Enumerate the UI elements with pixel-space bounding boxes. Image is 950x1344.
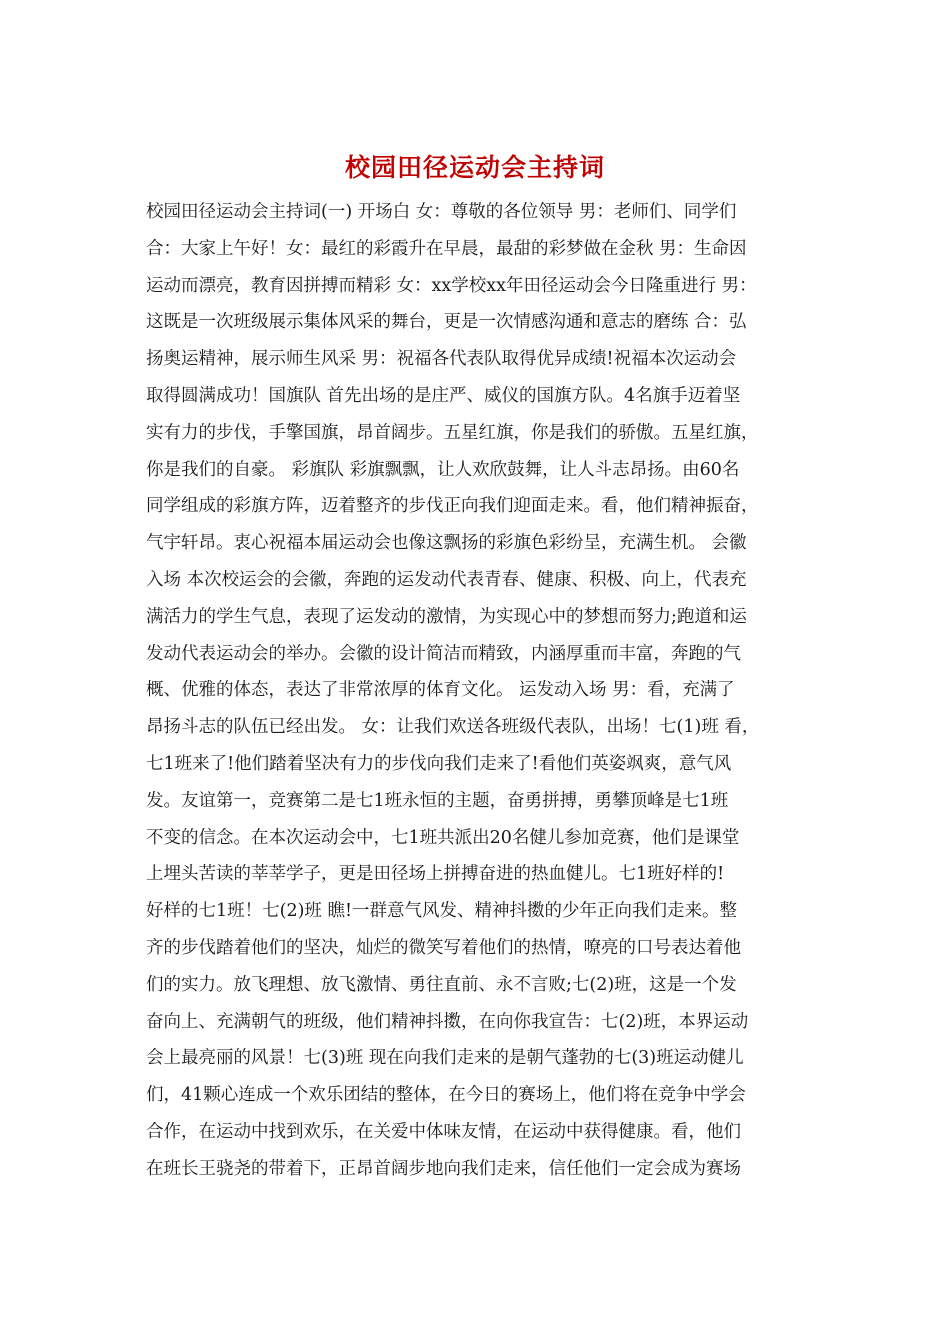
document-title: 校园田径运动会主持词 [344, 153, 605, 182]
text-line: 在班长王骁尧的带着下，正昂首阔步地向我们走来，信任他们一定会成为赛场 [146, 1158, 741, 1179]
text-line: 齐的步伐踏着他们的坚决，灿烂的微笑写着他们的热情，嘹亮的口号表达着他 [146, 937, 741, 958]
text-line: 取得圆满成功！国旗队 首先出场的是庄严、威仪的国旗方队。4名旗手迈着坚 [146, 385, 741, 406]
text-line: 们，41颗心连成一个欢乐团结的整体，在今日的赛场上，他们将在竞争中学会 [146, 1085, 746, 1106]
text-line: 满活力的学生气息，表现了运发动的激情，为实现心中的梦想而努力;跑道和运 [146, 606, 747, 627]
text-line: 这既是一次班级展示集体风采的舞台，更是一次情感沟通和意志的磨练 合：弘 [146, 312, 747, 333]
text-line: 发。友谊第一，竞赛第二是七1班永恒的主题，奋勇拼搏，勇攀顶峰是七1班 [146, 790, 729, 811]
text-line: 运动而漂亮，教育因拼搏而精彩 女：xx学校xx年田径运动会今日隆重进行 男： [146, 275, 757, 296]
text-line: 发动代表运动会的举办。会徽的设计简洁而精致，内涵厚重而丰富，奔跑的气 [146, 643, 741, 664]
text-line: 不变的信念。在本次运动会中，七1班共派出20名健儿参加竞赛，他们是课堂 [146, 827, 740, 848]
text-line: 七1班来了!他们踏着坚决有力的步伐向我们走来了!看他们英姿飒爽，意气风 [146, 753, 732, 774]
text-line: 校园田径运动会主持词(一) 开场白 女：尊敬的各位领导 男：老师们、同学们 [146, 202, 737, 222]
text-line: 实有力的步伐，手擎国旗，昂首阔步。五星红旗，你是我们的骄傲。五星红旗， [146, 422, 759, 443]
text-line: 概、优雅的体态，表达了非常浓厚的体育文化。 运发动入场 男：看，充满了 [146, 680, 735, 701]
document-body [146, 194, 816, 1188]
text-line: 会上最亮丽的风景！七(3)班 现在向我们走来的是朝气蓬勃的七(3)班运动健儿 [146, 1048, 744, 1069]
text-line: 气宇轩昂。衷心祝福本届运动会也像这飘扬的彩旗色彩纷呈，充满生机。 会徽 [146, 533, 747, 554]
text-line: 上埋头苦读的莘莘学子，更是田径场上拼搏奋进的热血健儿。七1班好样的! [146, 864, 725, 885]
text-line: 们的实力。放飞理想、放飞激情、勇往直前、永不言败;七(2)班，这是一个发 [146, 974, 737, 995]
text-line: 同学组成的彩旗方阵，迈着整齐的步伐正向我们迎面走来。看，他们精神振奋， [146, 496, 759, 517]
text-line: 扬奥运精神，展示师生风采 男：祝福各代表队取得优异成绩!祝福本次运动会 [146, 349, 737, 370]
text-line: 合作，在运动中找到欢乐，在关爱中体味友情，在运动中获得健康。看，他们 [146, 1121, 741, 1142]
text-line: 奋向上、充满朝气的班级，他们精神抖擞，在向你我宣告：七(2)班，本界运动 [146, 1011, 749, 1032]
text-line: 合：大家上午好！女：最红的彩霞升在早晨，最甜的彩梦做在金秋 男：生命因 [146, 238, 747, 259]
text-line: 好样的七1班！七(2)班 瞧!一群意气风发、精神抖擞的少年正向我们走来。整 [146, 901, 738, 922]
text-line: 昂扬斗志的队伍已经出发。 女：让我们欢送各班级代表队，出场！七(1)班 看， [146, 717, 760, 738]
text-line: 你是我们的自豪。 彩旗队 彩旗飘飘，让人欢欣鼓舞，让人斗志昂扬。由60名 [146, 459, 740, 480]
text-line: 入场 本次校运会的会徽，奔跑的运发动代表青春、健康、积极、向上，代表充 [146, 569, 747, 590]
